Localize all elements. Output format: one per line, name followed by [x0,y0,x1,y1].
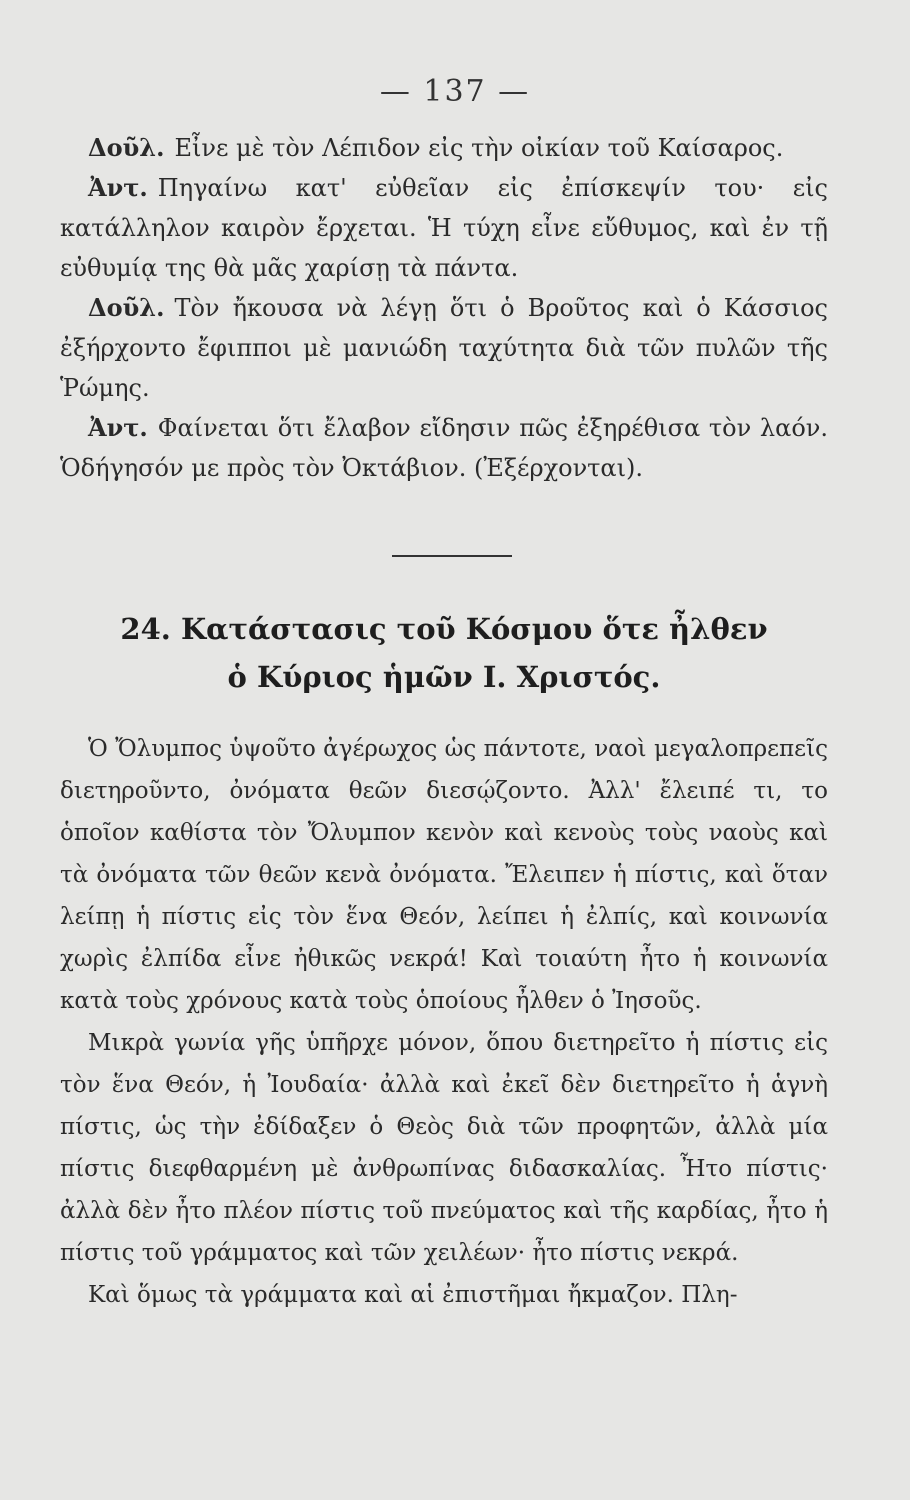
dialogue-block [60,128,828,488]
speaker-name: Ἀντ. [88,173,148,202]
page-number: — 137 — [379,74,531,109]
dialogue-line [60,128,828,168]
section-heading-line: 24. Κατάστασις τοῦ Κόσμου ὅτε ἦλθεν [120,612,768,646]
section-divider [392,555,512,557]
paragraph: Μικρὰ γωνία γῆς ὑπῆρχε μόνον, ὅπου διετηρεῖτο ἡ πίστις εἰς τὸν ἕνα Θεόν, ἡ Ἰουδαία· ἀλλὰ καὶ ἐκεῖ δὲν διετηρεῖτο ἡ ἁγνὴ πίστις, ὡς τὴν ἐδίδαξεν ὁ Θεὸς διὰ τῶν προφητῶν, ἀλλὰ μία πίστις διεφθαρμένη μὲ ἀνθρωπίνας διδασκαλίας. Ἦτο πίστις· ἀλλὰ δὲν ἦτο πλέον πίστις τοῦ πνεύματος καὶ τῆς καρδίας, ἦτο ἡ πίστις τοῦ γράμματος καὶ τῶν χειλέων· ἦτο πίστις νεκρά. [60,1030,828,1266]
dialogue-line [60,168,828,288]
dialogue-line [60,288,828,408]
speaker-name: Ἀντ. [88,413,148,442]
speaker-name: Δοῦλ. [88,133,165,162]
dialogue-line [60,408,828,488]
section-heading-line: ὁ Κύριος ἡμῶν Ι. Χριστός. [227,660,661,694]
paragraph: Ὁ Ὄλυμπος ὑψοῦτο ἀγέρωχος ὡς πάντοτε, ναοὶ μεγαλοπρεπεῖς διετηροῦντο, ὀνόματα θεῶν διεσῴζοντο. Ἀλλ' ἔλειπέ τι, το ὁποῖον καθίστα τὸν Ὄλυμπον κενὸν καὶ κενοὺς τοὺς ναοὺς καὶ τὰ ὀνόματα τῶν θεῶν κενὰ ὀνόματα. Ἔλειπεν ἡ πίστις, καὶ ὅταν λείπῃ ἡ πίστις εἰς τὸν ἕνα Θεόν, λείπει ἡ ἐλπίς, καὶ κοινωνία χωρὶς ἐλπίδα εἶνε ἠθικῶς νεκρά! Καὶ τοιαύτη ἦτο ἡ κοινωνία κατὰ τοὺς χρόνους κατὰ τοὺς ὁποίους ἦλθεν ὁ Ἰησοῦς. [60,736,828,1014]
speaker-name: Δοῦλ. [88,293,165,322]
paragraph: Καὶ ὅμως τὰ γράμματα καὶ αἱ ἐπιστῆμαι ἤκμαζον. Πλη- [88,1282,738,1308]
dialogue-text: Φαίνεται ὅτι ἔλαβον εἴδησιν πῶς ἐξηρέθισα τὸν λαόν. Ὁδήγησόν με πρὸς τὸν Ὀκτάβιον. (Ἐξέρχονται). [60,414,828,482]
section-body [60,728,828,1316]
section-heading [60,605,828,701]
dialogue-text: Πηγαίνω κατ' εὐθεῖαν εἰς ἐπίσκεψίν του· εἰς κατάλληλον καιρὸν ἔρχεται. Ἡ τύχη εἶνε εὔθυμος, καὶ ἐν τῇ εὐθυμίᾳ της θὰ μᾶς χαρίσῃ τὰ πάντα. [60,174,828,282]
dialogue-text: Εἶνε μὲ τὸν Λέπιδον εἰς τὴν οἰκίαν τοῦ Καίσαρος. [174,134,784,162]
dialogue-text: Τὸν ἤκουσα νὰ λέγῃ ὅτι ὁ Βροῦτος καὶ ὁ Κάσσιος ἐξήρχοντο ἔφιπποι μὲ μανιώδη ταχύτητα διὰ τῶν πυλῶν τῆς Ῥώμης. [60,294,828,402]
